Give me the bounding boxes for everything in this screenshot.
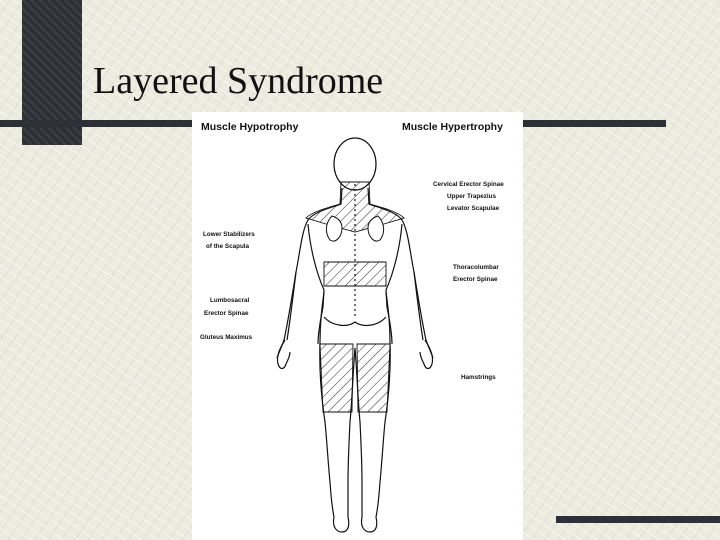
label-thoracolumbar-line2: Erector Spinae — [453, 276, 498, 283]
body-diagram — [192, 112, 523, 540]
left-hand-outline — [277, 340, 290, 369]
label-gluteus-maximus: Gluteus Maximus — [200, 334, 253, 341]
label-cervical-erector-spinae: Cervical Erector Spinae — [433, 181, 504, 188]
header-muscle-hypotrophy: Muscle Hypotrophy — [201, 121, 299, 133]
right-hamstring-region — [357, 344, 390, 412]
glute-outline — [324, 317, 386, 325]
label-lower-stabilizers-line2: of the Scapula — [206, 243, 250, 250]
header-muscle-hypertrophy: Muscle Hypertrophy — [402, 121, 503, 133]
label-levator-scapulae: Levator Scapulae — [447, 205, 500, 212]
slide-title: Layered Syndrome — [93, 60, 384, 102]
feet-outline — [333, 517, 376, 532]
right-arm-outline — [386, 224, 423, 344]
decorative-rule-right — [522, 120, 666, 127]
anatomy-figure — [192, 112, 523, 540]
label-upper-trapezius: Upper Trapezius — [447, 193, 496, 200]
left-hamstring-region — [320, 344, 353, 412]
label-lumbosacral-line1: Lumbosacral — [210, 297, 250, 304]
left-arm-outline — [287, 224, 324, 344]
label-thoracolumbar-line1: Thoracolumbar — [453, 264, 499, 271]
label-lower-stabilizers-line1: Lower Stabilizers — [203, 231, 255, 238]
label-hamstrings: Hamstrings — [461, 374, 496, 381]
right-hand-outline — [420, 340, 433, 369]
label-lumbosacral-line2: Erector Spinae — [204, 310, 249, 317]
decorative-rule-left — [0, 120, 195, 127]
decorative-rule-bottom — [556, 516, 720, 523]
